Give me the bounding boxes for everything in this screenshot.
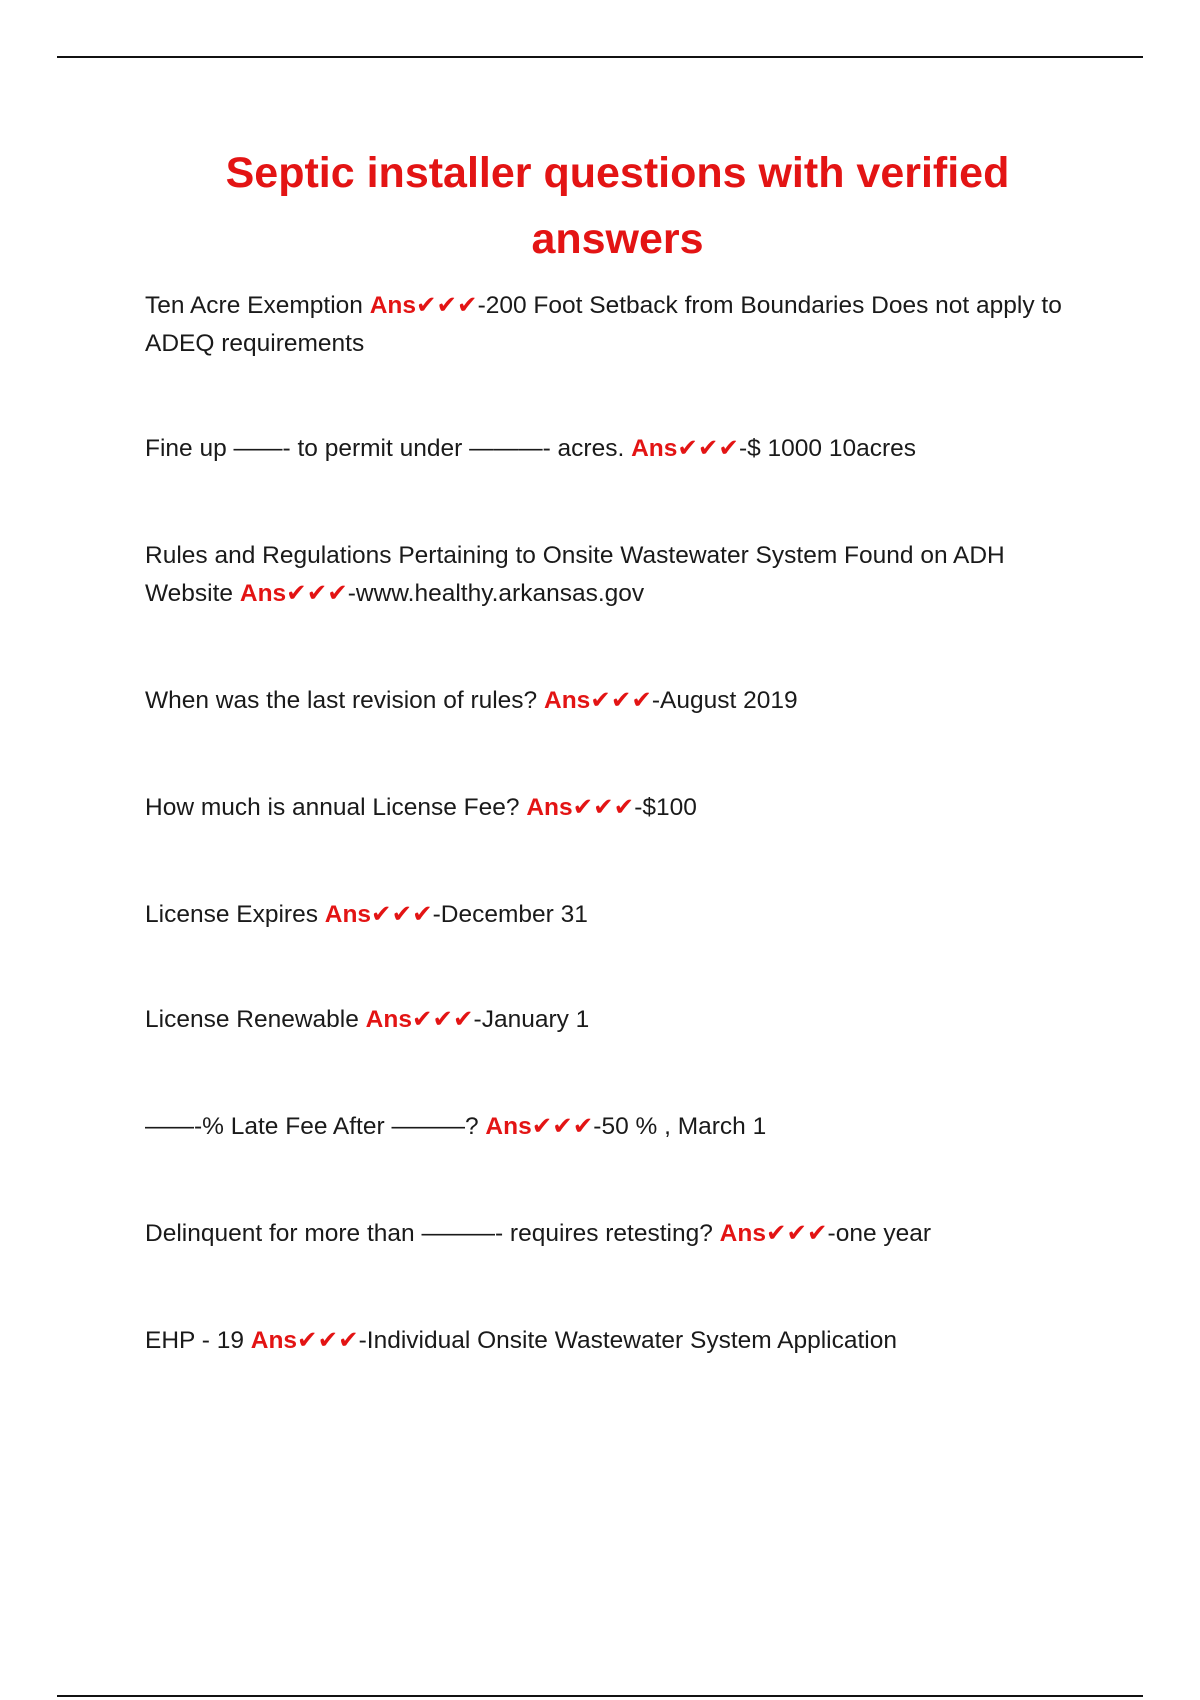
answer-text: -50 % , March 1 (593, 1113, 767, 1140)
question-text: When was the last revision of rules? (145, 687, 544, 714)
question-text: Ten Acre Exemption (145, 292, 370, 319)
answer-marker: Ans✔✔✔ (485, 1113, 594, 1140)
answer-marker: Ans✔✔✔ (365, 1006, 474, 1033)
answer-marker: Ans✔✔✔ (719, 1220, 828, 1247)
question-text: How much is annual License Fee? (145, 794, 527, 821)
answer-text: -$100 (634, 794, 697, 821)
answer-text: -December 31 (432, 901, 588, 928)
answer-marker: Ans✔✔✔ (324, 901, 433, 928)
qa-item (145, 1001, 1090, 1039)
answer-text: -August 2019 (651, 687, 798, 714)
qa-item (145, 1108, 1090, 1146)
answer-marker: Ans✔✔✔ (631, 435, 739, 462)
answer-text: -$ 1000 10acres (738, 435, 917, 462)
question-text: License Expires (145, 901, 325, 928)
qa-item (145, 896, 1090, 934)
question-text: Delinquent for more than ———- requires retesting? (145, 1220, 720, 1247)
answer-text: -one year (827, 1220, 932, 1247)
bottom-rule (57, 1695, 1143, 1697)
top-rule (57, 56, 1143, 58)
question-text: EHP - 19 (145, 1327, 251, 1354)
qa-item (145, 682, 1090, 720)
answer-text: -Individual Onsite Wastewater System Application (358, 1327, 897, 1354)
question-text: Fine up ——- to permit under ———- acres. (145, 435, 632, 462)
qa-item (145, 287, 1090, 363)
answer-text: -January 1 (473, 1006, 590, 1033)
question-text: ——-% Late Fee After ———? (145, 1113, 486, 1140)
answer-marker: Ans✔✔✔ (239, 580, 348, 607)
qa-item (145, 1322, 1090, 1360)
answer-text: -www.healthy.arkansas.gov (347, 580, 645, 607)
document-title: Septic installer questions with verified answers (225, 149, 1010, 263)
answer-marker: Ans✔✔✔ (369, 292, 478, 319)
question-text: License Renewable (145, 1006, 366, 1033)
question-text: Rules and Regulations Pertaining to Onsite Wastewater System Found on ADH Website (145, 542, 1005, 607)
answer-text: -200 Foot Setback from Boundaries Does not apply to ADEQ requirements (145, 292, 1062, 357)
qa-item (145, 1215, 1090, 1253)
answer-marker: Ans✔✔✔ (526, 794, 635, 821)
answer-marker: Ans✔✔✔ (544, 687, 652, 714)
qa-item (145, 789, 1090, 827)
answer-marker: Ans✔✔✔ (250, 1327, 359, 1354)
qa-item (145, 537, 1090, 613)
qa-item (145, 430, 1090, 468)
